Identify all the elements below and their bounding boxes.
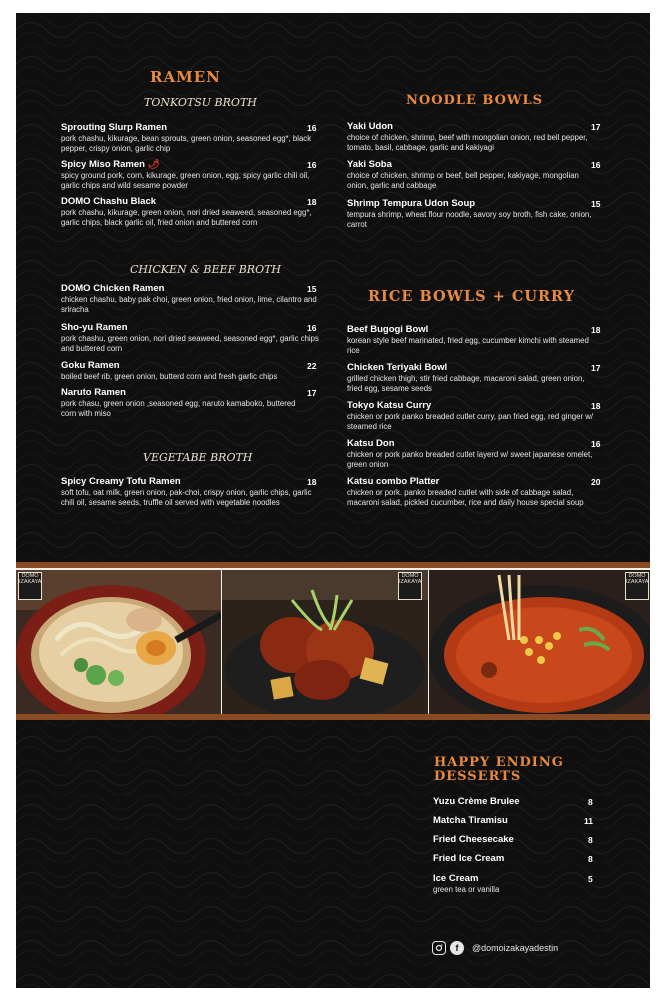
item-price: 20: [591, 477, 601, 487]
menu-item: [347, 476, 585, 508]
menu-item: [61, 159, 321, 191]
item-price: 8: [588, 854, 593, 864]
ramen-photo: [16, 570, 221, 715]
item-name: Matcha Tiramisu: [433, 815, 508, 826]
social-links: [432, 941, 558, 955]
item-name: Spicy Creamy Tofu Ramen: [61, 476, 181, 487]
chicken-beef-heading: CHICKEN & BEEF BROTH: [130, 263, 282, 276]
item-desc: chicken or pork panko breaded cutlet curry, pan fried egg, red ginger w/ steamed rice: [347, 412, 594, 431]
item-desc: chicken or pork panko breaded cutlet layerd w/ sweet japanese omelet, green onion: [347, 450, 593, 469]
item-desc: boiled beef rib, green onion, butterd corn and fresh garlic chips: [61, 372, 278, 381]
menu-item: [61, 283, 323, 315]
item-price: 8: [588, 835, 593, 845]
dessert-item: [433, 796, 583, 808]
logo-text: IZAKAYA: [626, 579, 649, 585]
desserts-title-line: HAPPY ENDING: [434, 755, 564, 770]
item-name: Sprouting Slurp Ramen: [61, 122, 168, 133]
social-handle[interactable]: @domoizakayadestin: [472, 943, 559, 953]
item-price: 18: [307, 477, 317, 487]
desserts-title-line: DESSERTS: [434, 769, 522, 784]
vegetable-heading: VEGETABE BROTH: [143, 451, 253, 464]
menu-item: [347, 198, 597, 230]
item-price: 16: [307, 160, 317, 170]
logo-badge: [18, 572, 42, 600]
item-name: DOMO Chicken Ramen: [61, 283, 165, 294]
menu-item: [347, 159, 597, 191]
item-desc: pork chasu, green onion ,seasoned egg, naruto kamaboko, buttered corn with miso: [61, 399, 296, 418]
item-desc: korean style beef marinated, fried egg, cucumber kimchi with steamed rice: [347, 336, 589, 355]
dessert-item: [433, 815, 583, 827]
logo-text: IZAKAYA: [19, 579, 42, 585]
ramen-title: RAMEN: [150, 68, 221, 86]
dessert-item: [433, 873, 583, 895]
logo-text: DOMO: [21, 573, 39, 579]
item-desc: chicken chashu, baby pak choi, green onion, fried onion, lime, cilantro and sriracha: [61, 295, 317, 314]
rice-bowls-title: RICE BOWLS + CURRY: [368, 288, 576, 305]
dessert-item: [433, 853, 583, 865]
item-desc: choice of chicken, shrimp, beef with mongolian onion, red bell pepper, tomato, basil, cabbage, garlic and kakiyagi: [347, 133, 588, 152]
item-name: Katsu Don: [347, 438, 395, 449]
food-photo-strip: [16, 562, 650, 720]
logo-text: DOMO: [628, 573, 646, 579]
item-price: 16: [307, 323, 317, 333]
item-desc: green tea or vanilla: [433, 885, 500, 894]
photo-border-top: [16, 562, 650, 568]
item-name: Chicken Teriyaki Bowl: [347, 362, 448, 373]
tonkotsu-heading: TONKOTSU BROTH: [144, 96, 257, 109]
item-name: Yaki Soba: [347, 159, 392, 170]
item-price: 16: [591, 439, 601, 449]
menu-item: [61, 122, 321, 154]
item-name: Beef Bugogi Bowl: [347, 324, 429, 335]
menu-item: [347, 121, 597, 153]
item-name-text: Spicy Miso Ramen: [61, 159, 145, 170]
menu-item: [61, 387, 311, 419]
item-price: 17: [591, 122, 601, 132]
item-name: [61, 159, 321, 171]
item-name: Tokyo Katsu Curry: [347, 400, 432, 411]
item-price: 16: [591, 160, 601, 170]
logo-badge: [398, 572, 422, 600]
menu-item: [347, 438, 597, 470]
menu-item: [347, 324, 597, 356]
item-desc: choice of chicken, shrimp or beef, bell pepper, kakiyage, mongolian onion, garlic and cabbage: [347, 171, 579, 190]
logo-text: IZAKAYA: [399, 579, 422, 585]
instagram-icon[interactable]: [432, 941, 446, 955]
item-desc: chicken or pork. panko breaded cutlet with side of cabbage salad, macaroni salad, pickled cucumber, rice and daily house special soup: [347, 488, 584, 507]
item-price: 18: [307, 197, 317, 207]
desserts-title: [434, 756, 564, 784]
item-name: Yuzu Crème Brulee: [433, 796, 520, 807]
item-price: 18: [591, 325, 601, 335]
item-desc: spicy ground pork, corn, kikurage, green onion, egg, spicy garlic chili oil, garlic chips and wild sesame powder: [61, 171, 310, 190]
menu-item: [61, 360, 331, 382]
item-name: Fried Cheesecake: [433, 834, 514, 845]
item-desc: grilled chicken thigh, stir fried cabbage, macaroni salad, green onion, fried egg, sesame seeds: [347, 374, 585, 393]
menu-item: [61, 476, 326, 508]
item-price: 15: [591, 199, 601, 209]
item-price: 22: [307, 361, 317, 371]
photo-border-bottom: [16, 714, 650, 720]
item-name: Shrimp Tempura Udon Soup: [347, 198, 476, 209]
dessert-item: [433, 834, 583, 846]
item-price: 18: [591, 401, 601, 411]
facebook-icon[interactable]: f: [450, 941, 464, 955]
item-name: Katsu combo Platter: [347, 476, 440, 487]
logo-text: DOMO: [401, 573, 419, 579]
item-price: 16: [307, 123, 317, 133]
item-price: 8: [588, 797, 593, 807]
item-price: 15: [307, 284, 317, 294]
menu-item: [347, 362, 597, 394]
menu-item: [61, 196, 323, 228]
item-price: 5: [588, 874, 593, 884]
item-desc: pork chashu, kikurage, green onion, nori dried seaweed, seasoned egg*, garlic chips, black garlic oil, fried onion and buttered corn: [61, 208, 312, 227]
chili-icon: 🌶: [147, 159, 160, 170]
menu-item: [61, 322, 333, 354]
logo-badge: [625, 572, 649, 600]
menu-item: [347, 400, 597, 432]
item-name: Yaki Udon: [347, 121, 393, 132]
item-desc: soft tofu, oat milk, green onion, pak-choi, crispy onion, garlic chips, garlic chili oil, sesame seeds, truffle oil served with vegetable noodles: [61, 488, 312, 507]
item-desc: pork chashu, green onion, nori dried seaweed, seasoned egg*, garlic chips and buttered corn: [61, 334, 319, 353]
item-name: DOMO Chashu Black: [61, 196, 157, 207]
menu-page: [16, 13, 650, 988]
item-price: 17: [307, 388, 317, 398]
noodle-bowls-title: NOODLE BOWLS: [406, 93, 544, 108]
item-price: 17: [591, 363, 601, 373]
item-name: Fried Ice Cream: [433, 853, 505, 864]
item-desc: tempura shrimp, wheat flour noodle, savory soy broth, fish cake, onion, carrot: [347, 210, 592, 229]
item-name: Goku Ramen: [61, 360, 120, 371]
item-name: Naruto Ramen: [61, 387, 126, 398]
spicy-ramen-photo: [429, 570, 650, 715]
item-name: Ice Cream: [433, 873, 479, 884]
item-desc: pork chashu, kikurage, bean sprouts, green onion, seasoned egg*, black pepper, crispy onion, garlic chip: [61, 134, 312, 153]
item-price: 11: [584, 816, 593, 826]
karaage-photo: [222, 570, 428, 715]
item-name: Sho-yu Ramen: [61, 322, 128, 333]
